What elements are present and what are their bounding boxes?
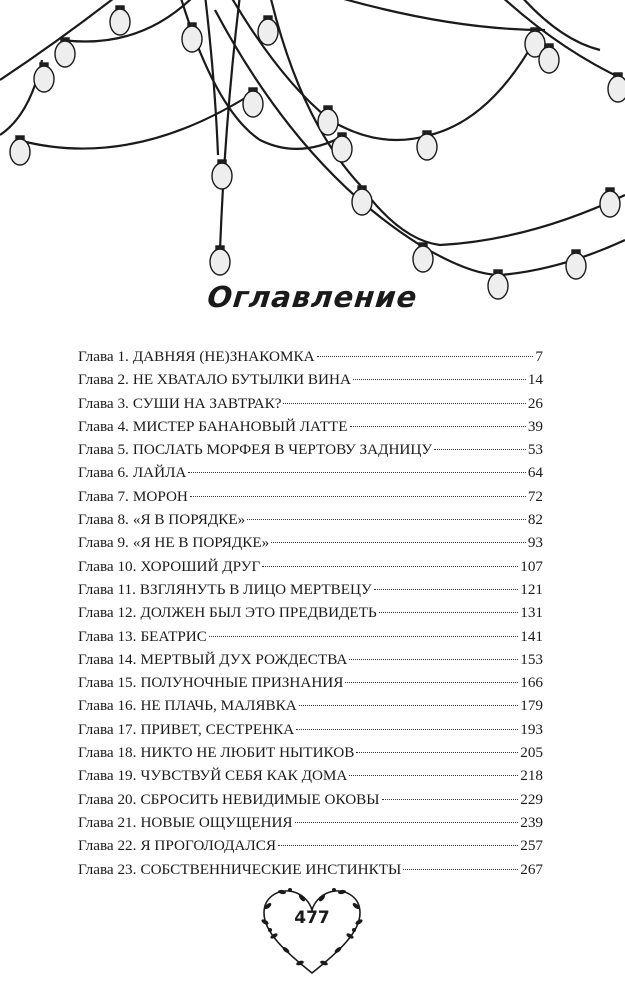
chapter-title: ПОСЛАТЬ МОРФЕЯ В ЧЕРТОВУ ЗАДНИЦУ [132,441,433,459]
chapter-title: НОВЫЕ ОЩУЩЕНИЯ [140,813,293,831]
chapter-title: «Я В ПОРЯДКЕ» [132,511,246,529]
chapter-title: ПРИВЕТ, СЕСТРЕНКА [140,720,295,738]
chapter-page: 72 [527,487,543,505]
dot-leader [190,496,526,497]
chapter-page: 82 [527,511,543,529]
chapter-page: 267 [520,860,543,878]
chapter-number: Глава 10. [78,557,137,575]
string-lights-illustration [0,0,625,310]
toc-entry [78,508,543,531]
toc-entry [78,392,543,415]
chapter-number: Глава 16. [78,697,137,715]
toc-entry [78,625,543,648]
chapter-number: Глава 18. [78,744,137,762]
chapter-title: ДАВНЯЯ (НЕ)ЗНАКОМКА [132,348,315,365]
toc-entry [78,415,543,438]
chapter-page: 218 [520,767,543,785]
toc-entry [78,788,543,811]
chapter-number: Глава 5. [78,441,129,459]
dot-leader [382,799,519,800]
dot-leader [295,822,519,823]
chapter-page: 141 [520,627,543,645]
chapter-page: 39 [527,417,543,435]
chapter-page: 193 [520,720,543,738]
toc-entry [78,811,543,834]
chapter-number: Глава 2. [78,371,129,389]
chapter-number: Глава 11. [78,580,136,598]
chapter-page: 14 [527,371,543,389]
toc-entry [78,601,543,624]
dot-leader [278,845,518,846]
chapter-page: 257 [520,837,543,855]
chapter-number: Глава 15. [78,674,137,692]
toc-entry [78,578,543,601]
dot-leader [434,449,526,450]
chapter-title: СОБСТВЕННИЧЕСКИЕ ИНСТИНКТЫ [140,860,402,878]
chapter-title: НИКТО НЕ ЛЮБИТ НЫТИКОВ [140,744,355,762]
toc-entry [78,648,543,671]
chapter-page: 153 [520,650,543,668]
dot-leader [374,589,518,590]
toc-entry [78,345,543,368]
chapter-number: Глава 6. [78,464,129,482]
dot-leader [353,379,526,380]
toc-entry [78,555,543,578]
chapter-page: 239 [520,813,543,831]
chapter-title: «Я НЕ В ПОРЯДКЕ» [132,534,270,552]
toc-entry [78,718,543,741]
chapter-title: ДОЛЖЕН БЫЛ ЭТО ПРЕДВИДЕТЬ [140,604,377,622]
toc-entry [78,461,543,484]
chapter-number: Глава 1. [78,348,129,365]
chapter-number: Глава 7. [78,487,129,505]
dot-leader [379,612,519,613]
chapter-number: Глава 19. [78,767,137,785]
toc-entry [78,741,543,764]
dot-leader [283,403,525,404]
dot-leader [262,566,518,567]
toc-entry [78,531,543,554]
toc-entry [78,834,543,857]
chapter-title: МЕРТВЫЙ ДУХ РОЖДЕСТВА [140,650,348,668]
chapter-number: Глава 13. [78,627,137,645]
wreath-heart-icon [252,878,372,978]
page-number: 477 [294,908,330,928]
dot-leader [247,519,526,520]
chapter-page: 179 [520,697,543,715]
chapter-number: Глава 22. [78,837,137,855]
dot-leader [345,682,518,683]
chapter-number: Глава 8. [78,511,129,529]
chapter-title: БЕАТРИС [140,627,207,645]
table-of-contents [78,345,543,881]
chapter-page: 131 [520,604,543,622]
toc-entry [78,368,543,391]
chapter-title: МОРОН [132,487,188,505]
chapter-number: Глава 3. [78,394,129,412]
chapter-page: 26 [527,394,543,412]
chapter-page: 107 [520,557,543,575]
dot-leader [209,636,518,637]
dot-leader [188,472,525,473]
toc-entry [78,485,543,508]
chapter-page: 7 [535,348,543,365]
chapter-number: Глава 20. [78,790,137,808]
chapter-title: ХОРОШИЙ ДРУГ [140,557,261,575]
dot-leader [271,542,526,543]
page-number-ornament [252,878,372,978]
chapter-number: Глава 12. [78,604,137,622]
dot-leader [299,705,518,706]
chapter-title: НЕ ХВАТАЛО БУТЫЛКИ ВИНА [132,371,351,389]
chapter-title: ВЗГЛЯНУТЬ В ЛИЦО МЕРТВЕЦУ [139,580,372,598]
chapter-page: 229 [520,790,543,808]
chapter-page: 166 [520,674,543,692]
page-title: Оглавление [205,280,420,314]
chapter-page: 93 [527,534,543,552]
chapter-title: Я ПРОГОЛОДАЛСЯ [140,837,276,855]
chapter-number: Глава 9. [78,534,129,552]
chapter-page: 205 [520,744,543,762]
chapter-title: МИСТЕР БАНАНОВЫЙ ЛАТТЕ [132,417,348,435]
chapter-number: Глава 23. [78,860,137,878]
chapter-number: Глава 4. [78,417,129,435]
toc-entry [78,694,543,717]
chapter-page: 53 [527,441,543,459]
chapter-page: 64 [527,464,543,482]
dot-leader [349,659,518,660]
chapter-title: СБРОСИТЬ НЕВИДИМЫЕ ОКОВЫ [140,790,380,808]
chapter-title: ПОЛУНОЧНЫЕ ПРИЗНАНИЯ [140,674,344,692]
chapter-number: Глава 21. [78,813,137,831]
chapter-title: ЧУВСТВУЙ СЕБЯ КАК ДОМА [140,767,348,785]
dot-leader [317,356,534,357]
chapter-title: НЕ ПЛАЧЬ, МАЛЯВКА [140,697,297,715]
dot-leader [403,869,518,870]
dot-leader [350,426,526,427]
toc-entry [78,764,543,787]
dot-leader [356,752,518,753]
chapter-title: ЛАЙЛА [132,464,187,482]
chapter-number: Глава 17. [78,720,137,738]
toc-entry [78,438,543,461]
dot-leader [349,775,518,776]
chapter-page: 121 [520,580,543,598]
chapter-number: Глава 14. [78,650,137,668]
toc-entry [78,671,543,694]
dot-leader [296,729,518,730]
chapter-title: СУШИ НА ЗАВТРАК? [132,394,282,412]
